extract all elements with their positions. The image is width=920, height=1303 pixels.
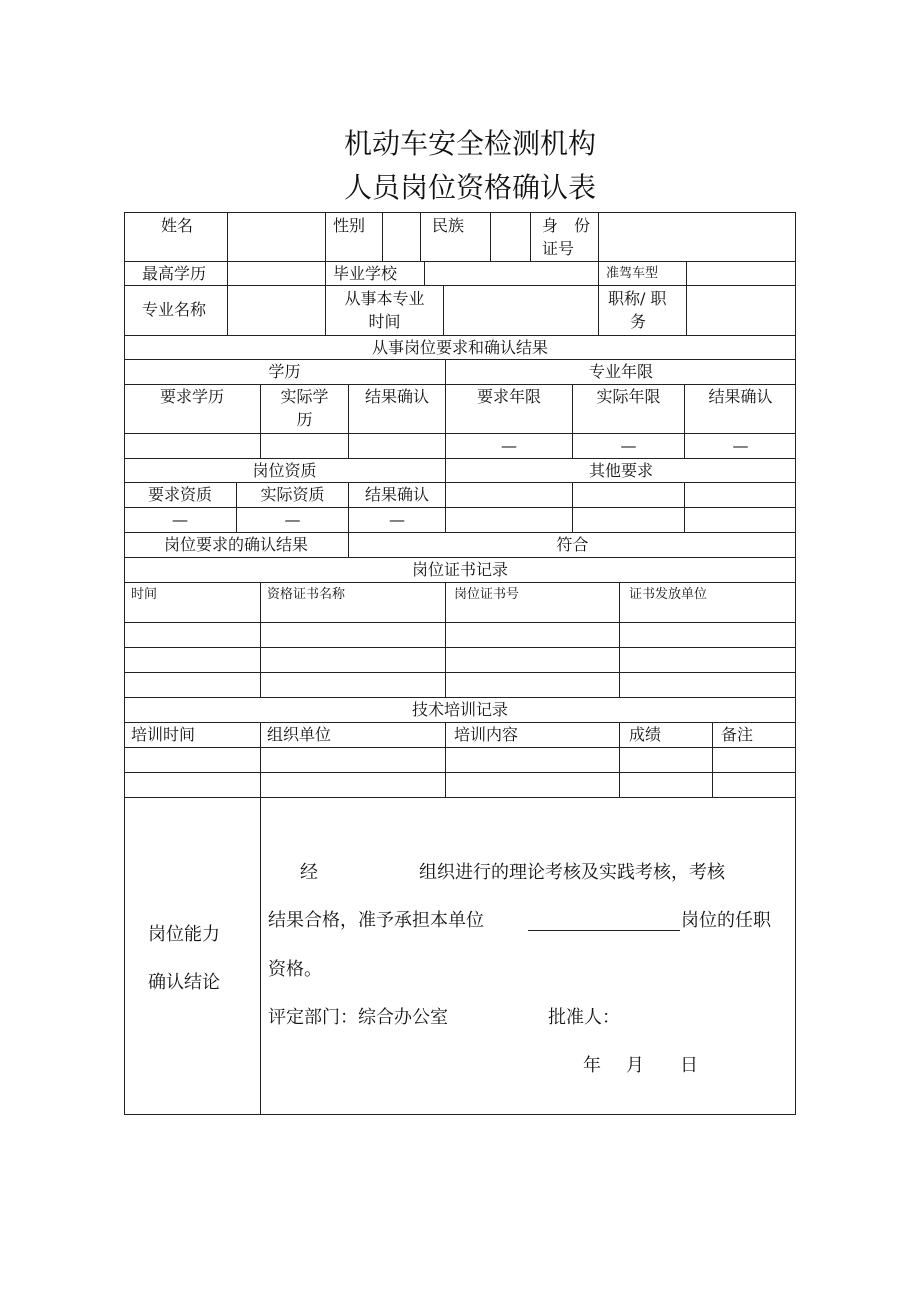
- cert-col-issuer: 证书发放单位: [629, 587, 708, 602]
- label-id-line1: 身 份: [542, 216, 591, 235]
- cert-col-name: 资格证书名称: [267, 587, 346, 602]
- col-req-qualification: 要求资质: [147, 485, 212, 504]
- label-years-line1: 从事本专业: [344, 289, 425, 308]
- label-title-line1: 职称/ 职: [608, 289, 667, 308]
- form-title-line2: 人员岗位资格确认表: [343, 171, 596, 204]
- label-approver: 批准人：: [548, 1007, 620, 1028]
- field-education[interactable]: [228, 262, 325, 285]
- label-evaluation-dept: 评定部门：综合办公室: [268, 1007, 448, 1028]
- date-day: 日: [680, 1055, 698, 1076]
- label-major: 专业名称: [142, 300, 207, 319]
- label-name: 姓名: [161, 216, 194, 235]
- col-result-education: 结果确认: [364, 387, 429, 406]
- col-act-qualification: 实际资质: [260, 485, 325, 504]
- label-confirm-result: 岗位要求的确认结果: [163, 535, 308, 554]
- header-other: 其他要求: [588, 461, 653, 480]
- value-act-qualification: —: [284, 510, 301, 529]
- cert-col-number: 岗位证书号: [454, 587, 520, 602]
- label-license: 准驾车型: [606, 266, 659, 281]
- section-training-heading: 技术培训记录: [411, 700, 508, 719]
- conclusion-text-p1b: 组织进行的理论考核及实践考核，考核: [419, 862, 725, 883]
- label-gender: 性别: [333, 216, 366, 235]
- training-col-content: 培训内容: [454, 725, 519, 744]
- date-month: 月: [626, 1055, 644, 1076]
- training-col-org: 组织单位: [267, 725, 332, 744]
- col-act-years: 实际年限: [596, 387, 661, 406]
- form-title-line1: 机动车安全检测机构: [343, 127, 596, 160]
- label-id-line2: 证号: [542, 239, 575, 258]
- label-school: 毕业学校: [333, 264, 398, 283]
- label-conclusion-line2: 确认结论: [148, 972, 220, 993]
- section-requirements-heading: 从事岗位要求和确认结果: [371, 338, 548, 357]
- field-school[interactable]: [425, 262, 598, 285]
- value-confirm-result: 符合: [556, 535, 589, 554]
- conclusion-text-p2a: 结果合格，准予承担本单位: [268, 910, 484, 931]
- col-result-qualification: 结果确认: [364, 485, 429, 504]
- field-name[interactable]: [228, 213, 325, 261]
- value-req-qualification: —: [172, 510, 188, 529]
- col-req-education: 要求学历: [159, 387, 224, 406]
- label-years-line2: 时间: [368, 312, 401, 331]
- conclusion-text-p2b: 岗位的任职: [681, 910, 771, 931]
- date-year: 年: [583, 1055, 601, 1076]
- section-cert-heading: 岗位证书记录: [411, 560, 508, 579]
- conclusion-text-p3: 资格。: [268, 959, 322, 980]
- header-qualification: 岗位资质: [252, 461, 317, 480]
- training-col-remark: 备注: [721, 725, 754, 744]
- label-title-line2: 务: [630, 312, 647, 331]
- field-ethnicity[interactable]: [491, 213, 530, 261]
- label-conclusion-line1: 岗位能力: [148, 924, 220, 945]
- value-req-years: —: [501, 436, 517, 455]
- field-id-number[interactable]: [599, 213, 795, 261]
- field-major[interactable]: [228, 286, 325, 335]
- field-license[interactable]: [687, 262, 795, 285]
- col-req-years: 要求年限: [476, 387, 541, 406]
- cert-col-time: 时间: [131, 587, 158, 602]
- field-gender[interactable]: [383, 213, 420, 261]
- field-position-name[interactable]: [528, 906, 680, 930]
- field-years[interactable]: [444, 286, 598, 335]
- header-years: 专业年限: [588, 362, 653, 381]
- col-act-education-line2: 历: [296, 410, 313, 429]
- training-col-time: 培训时间: [131, 725, 196, 744]
- label-ethnicity: 民族: [432, 216, 465, 235]
- col-result-years: 结果确认: [708, 387, 773, 406]
- value-act-years: —: [620, 436, 637, 455]
- field-title[interactable]: [687, 286, 795, 335]
- value-result-qualification: —: [389, 510, 405, 529]
- value-result-years: —: [732, 436, 749, 455]
- header-education: 学历: [268, 362, 301, 381]
- label-education: 最高学历: [142, 264, 207, 283]
- conclusion-text-p1a: 经: [300, 862, 318, 883]
- col-act-education-line1: 实际学: [280, 387, 329, 406]
- training-col-score: 成绩: [629, 725, 662, 744]
